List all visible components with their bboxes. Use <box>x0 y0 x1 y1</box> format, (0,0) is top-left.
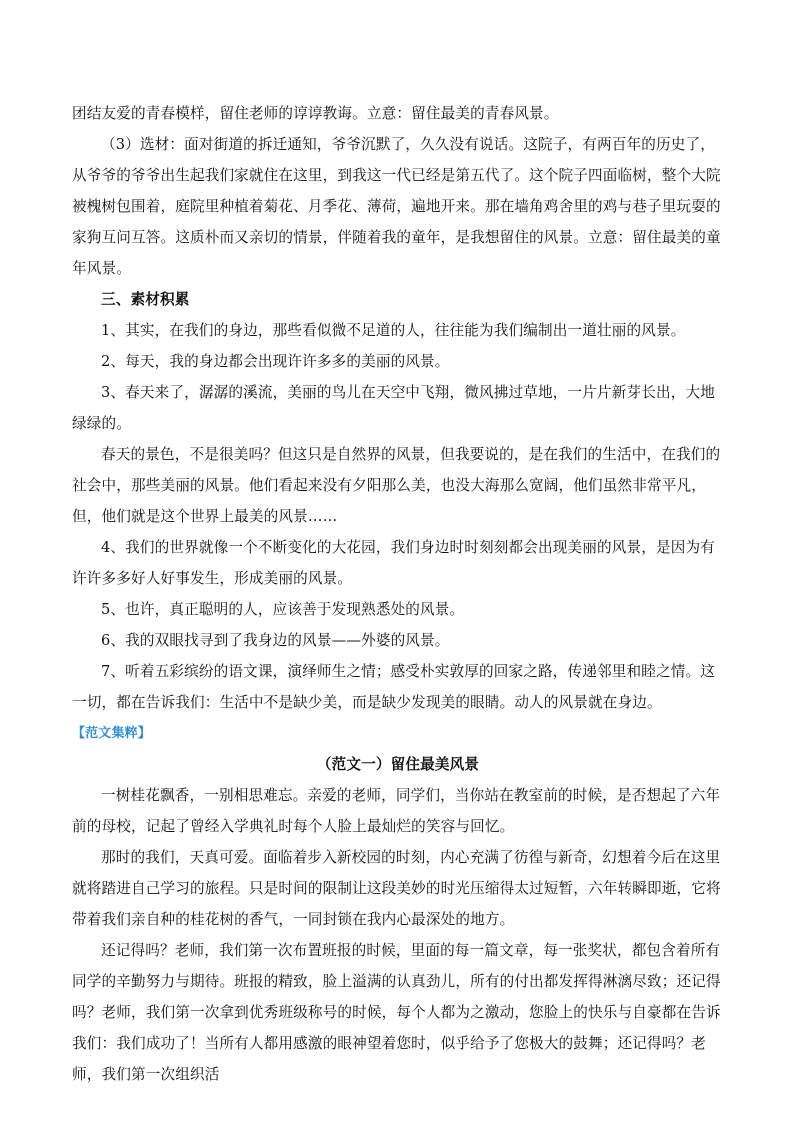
section-heading: 三、素材积累 <box>101 291 190 308</box>
essay-paragraph: 还记得吗？老师，我们第一次布置班报的时候，里面的每一篇文章，每一张奖状，都包含着所有同学的辛勤努力与期待。班报的精致，脸上溢满的认真劲儿，所有的付出都发挥得淋漓尽致；还记得吗？老师，我们第一次拿到优秀班级称号的时候，每个人都为之激动，您脸上的快乐与自豪都在告诉我们：我们成功了！当所有人都用感激的眼神望着您时，似乎给予了您极大的鼓舞；还记得吗？老师，我们第一次组织活 <box>72 942 721 1083</box>
material-item: 4、我们的世界就像一个不断变化的大花园，我们身边时时刻刻都会出现美丽的风景，是因为有许许多多好人好事发生，形成美丽的风景。 <box>72 539 715 587</box>
document-body <box>72 98 724 1090</box>
essay-title: （范文一）留住最美风景 <box>316 756 480 773</box>
section-tag: 【范文集粹】 <box>72 726 151 741</box>
material-item: 3、春天来了，潺潺的溪流，美丽的鸟儿在天空中飞翔，微风拂过草地，一片片新芽长出，大地绿绿的。 <box>72 384 715 432</box>
essay-paragraph: 那时的我们，天真可爱。面临着步入新校园的时刻，内心充满了彷徨与新奇，幻想着今后在这里就将踏进自己学习的旅程。只是时间的限制让这段美妙的时光压缩得太过短暂，六年转瞬即逝，它将带着我们亲自种的桂花树的香气，一同封锁在我内心最深处的地方。 <box>72 849 721 928</box>
material-item: 6、我的双眼找寻到了我身边的风景——外婆的风景。 <box>101 632 450 649</box>
material-item: 2、每天，我的身边都会出现许许多多的美丽的风景。 <box>101 353 450 370</box>
material-item: 春天的景色，不是很美吗？但这只是自然界的风景，但我要说的，是在我们的生活中，在我们的社会中，那些美丽的风景。他们看起来没有夕阳那么美，也没大海那么宽阔，他们虽然非常平凡，但，他们就是这个世界上最美的风景…… <box>72 446 721 525</box>
paragraph: 团结友爱的青春模样，留住老师的谆谆教诲。立意：留住最美的青春风景。 <box>72 105 559 122</box>
essay-paragraph: 一树桂花飘香，一别相思难忘。亲爱的老师，同学们，当你站在教室前的时候，是否想起了六年前的母校，记起了曾经入学典礼时每个人脸上最灿烂的笑容与回忆。 <box>72 787 721 835</box>
material-item: 7、听着五彩缤纷的语文课，演绎师生之情；感受朴实敦厚的回家之路，传递邻里和睦之情。这一切，都在告诉我们：生活中不是缺少美，而是缺少发现美的眼睛。动人的风景就在身边。 <box>72 663 715 711</box>
paragraph: （3）选材：面对街道的拆迁通知，爷爷沉默了，久久没有说话。这院子，有两百年的历史了，从爷爷的爷爷出生起我们家就住在这里，到我这一代已经是第五代了。这个院子四面临树，整个大院被槐树包围着，庭院里种植着菊花、月季花、薄荷，遍地开来。那在墙角鸡舍里的鸡与巷子里玩耍的家狗互问互答。这质朴而又亲切的情景，伴随着我的童年，是我想留住的风景。立意：留住最美的童年风景。 <box>72 136 721 277</box>
material-item: 1、其实，在我们的身边，那些看似微不足道的人，往往能为我们编制出一道壮丽的风景。 <box>101 322 686 339</box>
material-item: 5、也许，真正聪明的人，应该善于发现熟悉处的风景。 <box>101 601 465 618</box>
